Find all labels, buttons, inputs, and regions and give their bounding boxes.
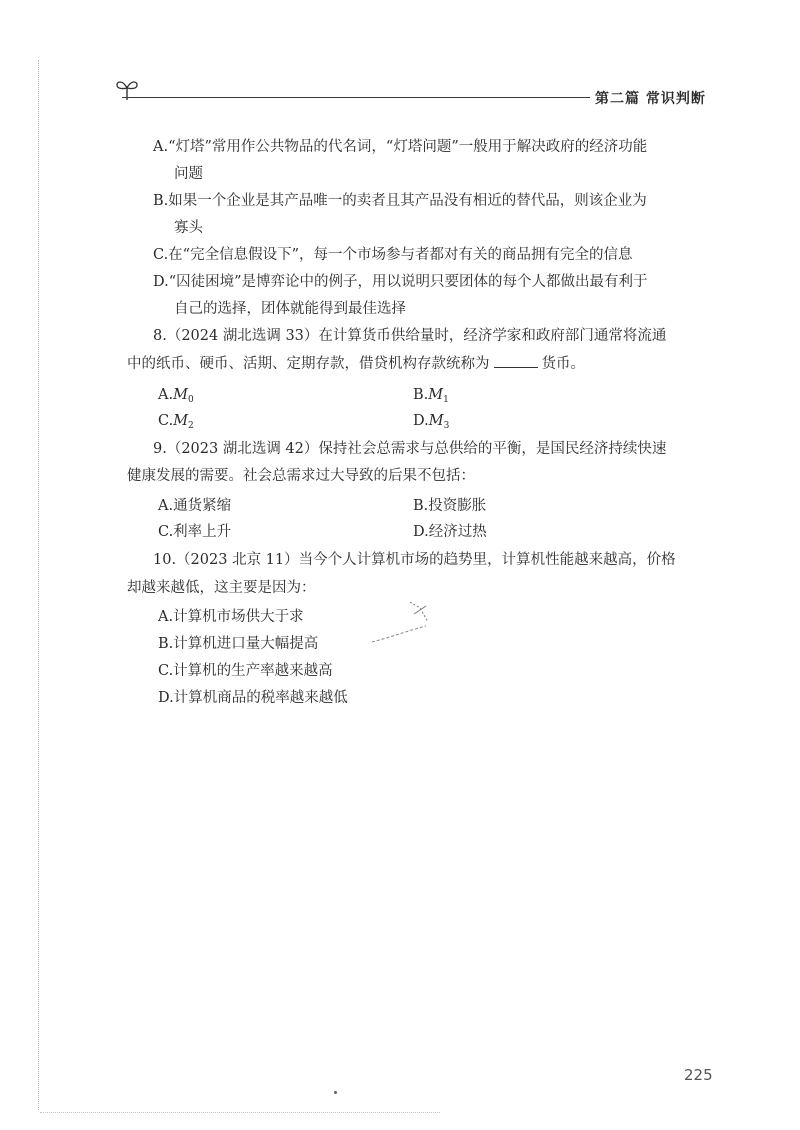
q8-stem-line2: [127, 353, 585, 374]
q10-option-a: A.计算机市场供大于求: [158, 609, 304, 625]
option-a-line2: 问题: [174, 166, 203, 182]
option-c-line: C.在“完全信息假设下”，每一个市场参与者都对有关的商品拥有完全的信息: [153, 247, 633, 263]
q8-option-c-sub: 2: [188, 421, 194, 431]
q8-option-a-label: A.: [158, 387, 174, 403]
answer-blank: [494, 353, 538, 368]
q10-stem-line1: 10.（2023 北京 11）当今个人计算机市场的趋势里，计算机性能越来越高，价格: [153, 552, 676, 568]
q10-option-c: C.计算机的生产率越来越高: [158, 663, 333, 679]
page-number: 225: [684, 1066, 713, 1084]
q8-option-c-var: M: [173, 413, 189, 429]
q8-option-b-var: M: [428, 387, 444, 403]
pencil-scribble-icon: [368, 596, 448, 646]
option-b-line2: 寡头: [174, 220, 203, 236]
q9-option-b: B.投资膨胀: [413, 498, 487, 514]
q8-option-a-var: M: [173, 387, 188, 403]
option-b-line1: B.如果一个企业是其产品唯一的卖者且其产品没有相近的替代品，则该企业为: [153, 193, 647, 209]
q10-option-d: D.计算机商品的税率越来越低: [158, 690, 348, 706]
q8-option-d-var: M: [428, 413, 444, 429]
q8-option-a: [158, 385, 194, 410]
q8-option-d: [413, 411, 449, 436]
sprout-logo-icon: [114, 76, 140, 102]
q8-stem-text: 中的纸币、硬币、活期、定期存款，借贷机构存款统称为: [127, 356, 490, 372]
q8-option-d-sub: 3: [443, 421, 450, 431]
q8-stem-line1: 8.（2024 湖北选调 33）在计算货币供给量时，经济学家和政府部门通常将流通: [153, 328, 667, 344]
q10-stem-line2: 却越来越低，这主要是因为：: [127, 580, 316, 596]
header-rule: [122, 97, 590, 98]
scan-dot: [334, 1091, 337, 1094]
q8-option-c: [158, 411, 194, 436]
option-d-line2: 自己的选择，团体就能得到最佳选择: [174, 301, 406, 317]
q8-stem-tail: 货币。: [541, 356, 585, 372]
q9-option-c: C.利率上升: [158, 524, 232, 540]
q8-option-b-label: B.: [413, 387, 429, 403]
q10-option-b: B.计算机进口量大幅提高: [158, 636, 319, 652]
q8-option-d-label: D.: [413, 413, 429, 429]
option-a-line1: A.“灯塔”常用作公共物品的代名词，“灯塔问题”一般用于解决政府的经济功能: [153, 139, 648, 155]
q9-option-a: A.通货紧缩: [158, 498, 232, 514]
q8-option-a-sub: 0: [187, 395, 194, 405]
scan-edge-left: [38, 60, 40, 1110]
q9-option-d: D.经济过热: [413, 524, 487, 540]
q8-option-b: [413, 385, 449, 410]
section-title: 第二篇 常识判断: [595, 91, 706, 107]
q9-stem-line1: 9.（2023 湖北选调 42）保持社会总需求与总供给的平衡，是国民经济持续快速: [153, 441, 667, 457]
scan-edge-bottom: [40, 1112, 440, 1114]
q8-option-b-sub: 1: [443, 395, 449, 405]
option-d-line1: D.“囚徒困境”是博弈论中的例子，用以说明只要团体的每个人都做出最有利于: [153, 274, 648, 290]
q9-stem-line2: 健康发展的需要。社会总需求过大导致的后果不包括：: [127, 468, 475, 484]
q8-option-c-label: C.: [158, 413, 174, 429]
